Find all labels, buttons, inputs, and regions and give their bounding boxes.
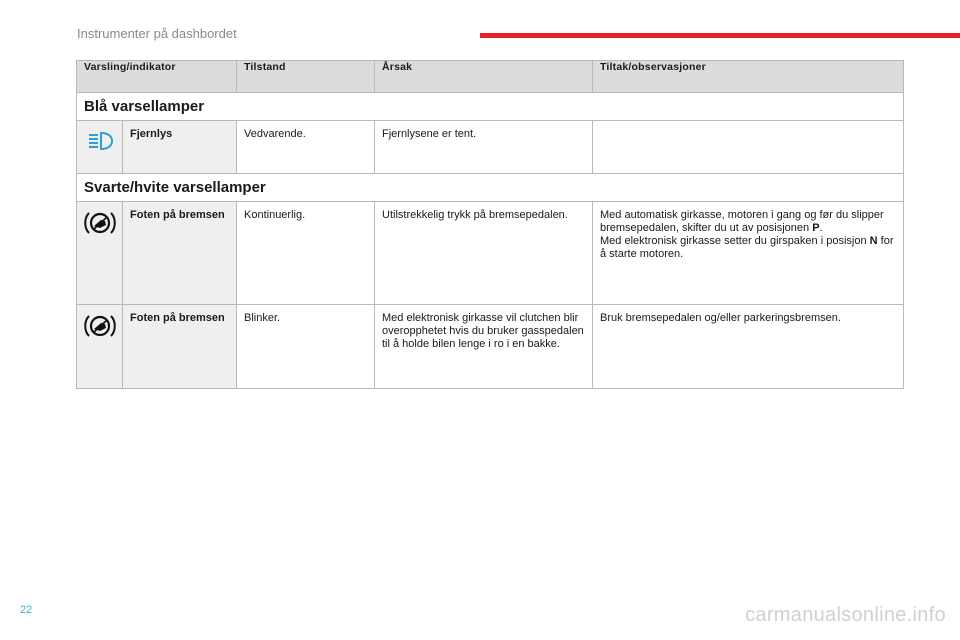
table-header-row <box>77 61 904 93</box>
action-text: . <box>819 222 823 234</box>
indicator-name: Foten på bremsen <box>123 202 237 305</box>
state-cell: Vedvarende. <box>237 121 375 174</box>
page-number: 22 <box>20 604 33 616</box>
page-header-title: Instrumenter på dashbordet <box>77 26 237 41</box>
foot-on-brake-icon <box>77 305 123 389</box>
cause-cell: Fjernlysene er tent. <box>375 121 593 174</box>
cause-cell: Med elektronisk girkasse vil clutchen blir overopphetet hvis du bruker gasspedalen til å holde bilen lenge i ro i en bakke. <box>375 305 593 389</box>
table-row <box>77 305 904 389</box>
indicator-name: Fjernlys <box>123 121 237 174</box>
high-beam-icon <box>77 121 123 174</box>
column-header-state: Tilstand <box>237 61 375 93</box>
section-title: Blå varsellamper <box>77 93 904 121</box>
column-header-cause: Årsak <box>375 61 593 93</box>
action-cell: Bruk bremsepedalen og/eller parkeringsbremsen. <box>593 305 904 389</box>
gear-position-p: P <box>812 222 820 234</box>
gear-position-n: N <box>869 235 878 247</box>
action-text: Med automatisk girkasse, motoren i gang og før du slipper bremsepedalen, skifter du ut av posisjonen <box>600 209 884 234</box>
table-row <box>77 121 904 174</box>
cause-cell: Utilstrekkelig trykk på bremsepedalen. <box>375 202 593 305</box>
action-cell <box>593 121 904 174</box>
section-title: Svarte/hvite varsellamper <box>77 174 904 202</box>
indicator-name: Foten på bremsen <box>123 305 237 389</box>
table-row <box>77 202 904 305</box>
header-accent-bar <box>480 33 960 38</box>
state-cell: Kontinuerlig. <box>237 202 375 305</box>
section-row-blue <box>77 93 904 121</box>
state-cell: Blinker. <box>237 305 375 389</box>
watermark: carmanualsonline.info <box>745 604 946 626</box>
warning-lamps-table <box>76 60 904 389</box>
action-text: Med elektronisk girkasse setter du girspaken i posisjon <box>600 235 870 247</box>
column-header-action: Tiltak/observasjoner <box>593 61 904 93</box>
section-row-black-white <box>77 174 904 202</box>
action-cell <box>593 202 904 305</box>
foot-on-brake-icon <box>77 202 123 305</box>
action-text: for å starte motoren. <box>600 235 894 260</box>
column-header-indicator: Varsling/indikator <box>77 61 237 93</box>
